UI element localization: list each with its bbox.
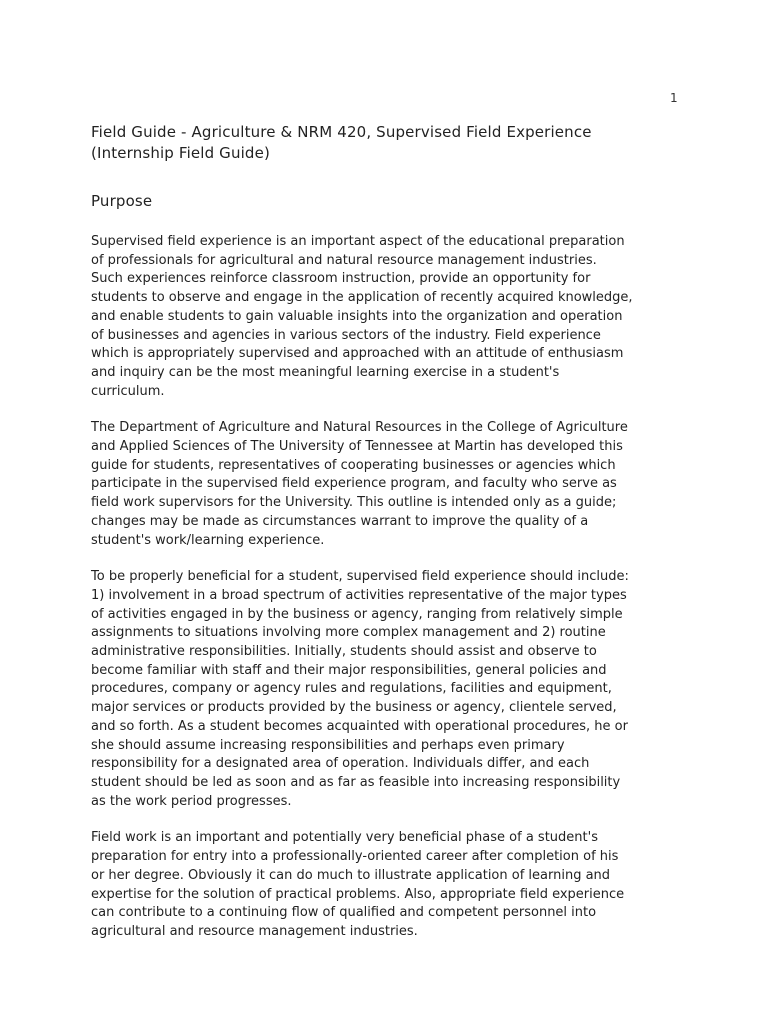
paragraph-line: 1) involvement in a broad spectrum of activities representative of the major types (91, 587, 627, 603)
paragraph-line: of professionals for agricultural and natural resource management industries. (91, 252, 597, 268)
paragraph-line: and enable students to gain valuable insights into the organization and operation (91, 308, 623, 324)
paragraph-line: which is appropriately supervised and approached with an attitude of enthusiasm (91, 346, 624, 362)
paragraph-line: of activities engaged in by the business or agency, ranging from relatively simple (91, 606, 623, 622)
paragraph-line: To be properly beneficial for a student, supervised field experience should include: (91, 569, 629, 585)
section-heading-purpose: Purpose (91, 192, 153, 210)
paragraph-line: administrative responsibilities. Initially, students should assist and observe to (91, 644, 597, 660)
paragraph-line: participate in the supervised field experience program, and faculty who serve as (91, 476, 617, 492)
document-title-line: Field Guide - Agriculture & NRM 420, Supervised Field Experience (91, 123, 592, 141)
paragraph-line: become familiar with staff and their major responsibilities, general policies and (91, 662, 607, 678)
paragraph-line: of businesses and agencies in various sectors of the industry. Field experience (91, 327, 601, 343)
document-title (91, 122, 691, 164)
paragraph-line: major services or products provided by the business or agency, clientele served, (91, 700, 617, 716)
paragraph-line: assignments to situations involving more complex management and 2) routine (91, 625, 606, 641)
paragraph-line: as the work period progresses. (91, 793, 292, 809)
paragraph-line: expertise for the solution of practical problems. Also, appropriate field experience (91, 886, 625, 902)
paragraph-line: students to observe and engage in the application of recently acquired knowledge, (91, 290, 633, 306)
paragraph-line: Such experiences reinforce classroom instruction, provide an opportunity for (91, 271, 591, 287)
paragraph-line: preparation for entry into a professionally-oriented career after completion of his (91, 849, 619, 865)
paragraph-line: and inquiry can be the most meaningful learning exercise in a student's (91, 364, 560, 380)
paragraph-line: and so forth. As a student becomes acquainted with operational procedures, he or (91, 718, 628, 734)
paragraph-line: student's work/learning experience. (91, 532, 325, 548)
document-body (91, 122, 691, 960)
paragraph-line: The Department of Agriculture and Natural Resources in the College of Agriculture (91, 420, 628, 436)
paragraph-line: she should assume increasing responsibilities and perhaps even primary (91, 737, 565, 753)
paragraph-line: field work supervisors for the University. This outline is intended only as a guide; (91, 495, 617, 511)
page-number: 1 (670, 91, 678, 105)
paragraph-line: guide for students, representatives of cooperating businesses or agencies which (91, 457, 616, 473)
document-title-line: (Internship Field Guide) (91, 144, 270, 162)
paragraph-line: changes may be made as circumstances warrant to improve the quality of a (91, 513, 589, 529)
paragraph-line: or her degree. Obviously it can do much to illustrate application of learning and (91, 867, 611, 883)
paragraph-line: agricultural and resource management industries. (91, 923, 418, 939)
paragraph (91, 233, 691, 401)
paragraph (91, 568, 691, 811)
paragraph (91, 419, 691, 550)
paragraph-line: curriculum. (91, 383, 165, 399)
paragraph-line: Field work is an important and potentially very beneficial phase of a student's (91, 830, 598, 846)
paragraph (91, 829, 691, 941)
paragraph-line: student should be led as soon and as far as feasible into increasing responsibility (91, 774, 621, 790)
paragraph-line: and Applied Sciences of The University of Tennessee at Martin has developed this (91, 439, 623, 455)
paragraph-line: can contribute to a continuing flow of qualified and competent personnel into (91, 905, 597, 921)
paragraph-line: responsibility for a designated area of operation. Individuals differ, and each (91, 756, 590, 772)
paragraph-line: procedures, company or agency rules and regulations, facilities and equipment, (91, 681, 612, 697)
paragraph-line: Supervised field experience is an important aspect of the educational preparation (91, 234, 625, 249)
